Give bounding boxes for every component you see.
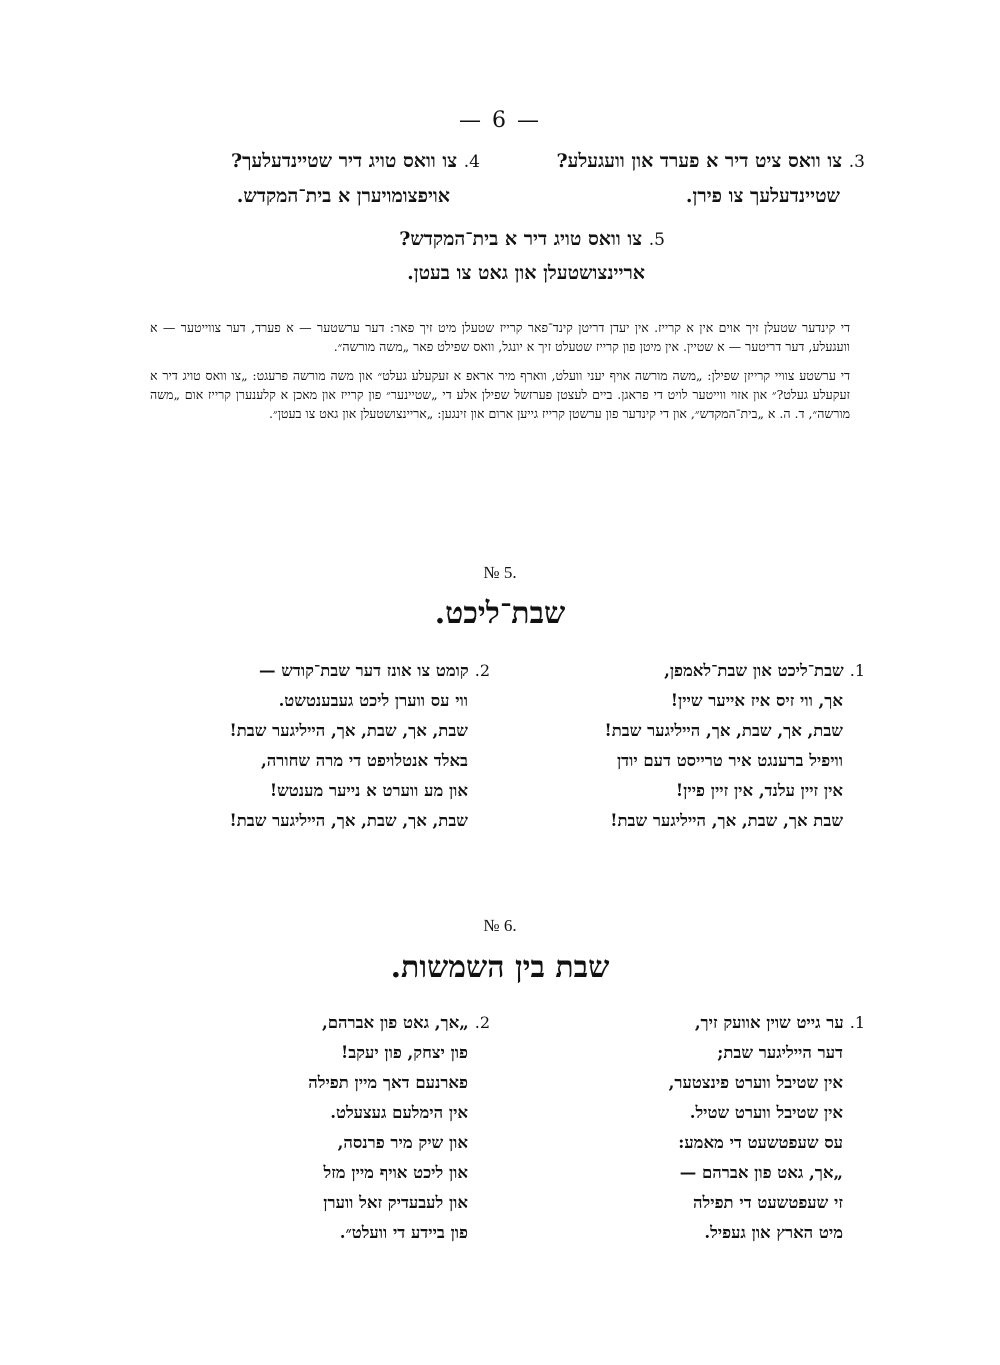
verse-line: וויפיל ברענגט איר טרייסט דעם יודן xyxy=(616,751,843,770)
question-4-text: צו וואס טויג דיר שטיינדעלעך? xyxy=(231,150,458,172)
verse-line: אין זיין עלנד, אין זיין פיין! xyxy=(675,781,843,800)
verse-line: עס שעפטשעט די מאמע: xyxy=(678,1133,843,1152)
question-5-answer: אריינצושטעלן און גאט צו בעטן. xyxy=(407,262,645,284)
stanza-number: 2. xyxy=(474,1013,490,1032)
page-number: — 6 — xyxy=(459,108,541,133)
verse-line: שבת, אך, שבת, אך, הייליגער שבת! xyxy=(229,811,468,830)
stanza-number: 1. xyxy=(849,661,865,680)
verse-line: אין שטיבל ווערט פינצטער, xyxy=(668,1073,843,1092)
song-6-title: שבת בין השמשות. xyxy=(390,950,610,985)
verse-line: פון ביידע די וועלט״. xyxy=(339,1223,468,1242)
verse-line: ער גייט שוין אוועק זיך, xyxy=(694,1013,844,1032)
verse-line: און שיק מיר פרנסה, xyxy=(337,1133,468,1152)
verse-line: און ליכט אויף מיין מזל xyxy=(323,1163,468,1182)
verse-line: שבת אך, שבת, אך, הייליגער שבת! xyxy=(610,811,843,830)
stanza-number: 1. xyxy=(849,1013,865,1032)
verse-line: און לעבעדיק זאל ווערן xyxy=(323,1193,468,1212)
question-4-number: 4. xyxy=(463,152,480,172)
instruction-paragraph-1: די קינדער שטעלן זיך אוים אין א קרייז. אין יעדן דריטן קינד־פאר קרייז שטעלן מיט זיך פאר: דער ערשטער — א פערד, דער צווייטער — א וועגעלע, דער דריטער — א שטיין. אין מיטן פון קרייז שטעלט זיך א יונגל, וואס שפילט פאר „משה מורשה״. xyxy=(150,320,850,354)
verse-line: אך, ווי זיס איז אייער שיין! xyxy=(670,691,843,710)
question-3-number: 3. xyxy=(848,152,865,172)
song-6-stanza-1 xyxy=(669,1008,865,1248)
song-5-title: שבת־ליכט. xyxy=(434,596,566,631)
stanza-number: 2. xyxy=(474,661,490,680)
question-5-number: 5. xyxy=(648,230,665,250)
verse-line: שבת, אך, שבת, אך, הייליגער שבת! xyxy=(604,721,843,740)
song-5-stanza-2 xyxy=(229,656,490,836)
question-5-line1 xyxy=(399,228,665,251)
verse-line: מיט הארץ און געפיל. xyxy=(704,1223,843,1242)
question-5-text: צו וואס טויג דיר א בית־המקדש? xyxy=(399,228,643,250)
question-3-text: צו וואס ציט דיר א פערד און וועגעלע? xyxy=(556,150,843,172)
instructions xyxy=(150,318,850,423)
verse-line: „אך, גאט פון אברהם — xyxy=(679,1163,843,1182)
verse-line: קומט צו אונז דער שבת־קודש — xyxy=(258,661,469,680)
verse-line: באלד אנטלויפט די מרה שחורה, xyxy=(261,751,468,770)
song-5-stanza-1 xyxy=(604,656,865,836)
verse-line: און מע ווערט א נייער מענטש! xyxy=(269,781,468,800)
verse-line: אין הימלעם געצעלט. xyxy=(330,1103,468,1122)
verse-line: ווי עס ווערן ליכט געבענטשט. xyxy=(278,691,468,710)
verse-line: שבת־ליכט און שבת־לאמפן, xyxy=(664,661,844,680)
question-4-answer: אויפצומויערן א בית־המקדש. xyxy=(236,185,450,207)
song-5-number: № 5. xyxy=(483,563,517,582)
question-3-line1 xyxy=(556,150,865,173)
question-4-line1 xyxy=(231,150,480,173)
song-6-number: № 6. xyxy=(483,916,517,935)
verse-line: שבת, אך, שבת, אך, הייליגער שבת! xyxy=(229,721,468,740)
verse-line: אין שטיבל ווערט שטיל. xyxy=(689,1103,843,1122)
verse-line: פון יצחק, פון יעקב! xyxy=(340,1043,468,1062)
verse-line: „אך, גאט פון אברהם, xyxy=(321,1013,469,1032)
instruction-paragraph-2: די ערשטע צוויי קרייזן שפילן: „משה מורשה אויף יעני וועלט, ווארף מיר אראפ א זעקעלע געלט״ און משה מורשה פרעגט: „צו וואס טויג דיר א זעקעלע געלט?״ און אזוי ווייטער לויט די פראגן. ביים לעצטן פערזשל שפילן אלע די „שטיינער״ פון קרייז און מאכן א קלענערן קרייז אום „משה מורשה״, ד. ה. א „בית־המקדש״, און די קינדער פון ערשטן קרייז גייען ארום און זינגען: „אריינצושטעלן און גאט צו בעטן״. xyxy=(150,368,850,421)
song-6-stanza-2 xyxy=(308,1008,490,1248)
verse-line: פארנעם דאך מיין תפילה xyxy=(308,1073,468,1092)
verse-line: דער הייליגער שבת; xyxy=(717,1043,843,1062)
verse-line: זי שעפטשעט די תפילה xyxy=(693,1193,843,1212)
question-3-answer: שטיינדעלעך צו פירן. xyxy=(685,185,840,207)
